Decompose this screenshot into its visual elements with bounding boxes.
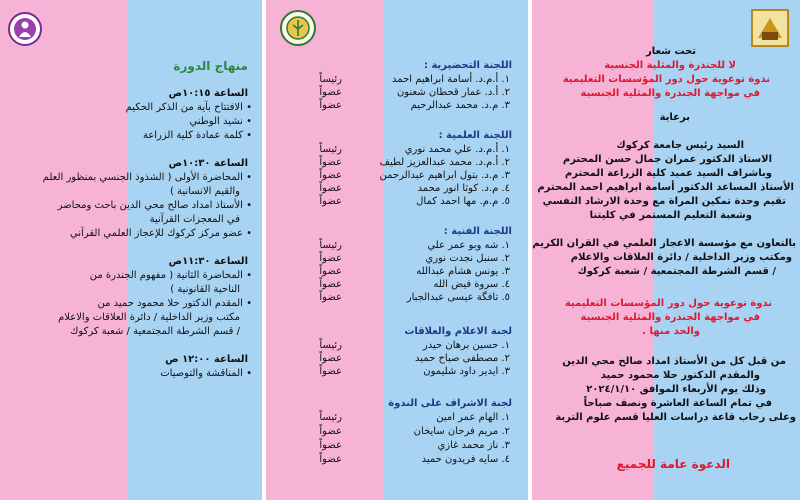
women-empowerment-logo-icon — [8, 12, 42, 46]
member-name: ٣. ناز محمد غازي — [437, 440, 510, 451]
committee-title: اللجنة التحضيرية : — [423, 60, 512, 71]
sponsor-line: تقيم وحدة تمكين المراة مع وحدة الارشاد النفسي — [542, 196, 786, 207]
member-name: ٣. م.د. بتول ابراهيم عبدالرحمن — [379, 170, 510, 181]
member-role: عضواً — [319, 253, 342, 264]
details-line: وعلى رحاب قاعة دراسات العليا قسم علوم التربة — [555, 412, 796, 423]
member-role: رئيساً — [319, 144, 342, 155]
under-slogan: تحت شعار — [645, 46, 696, 57]
member-role: رئيساً — [319, 412, 342, 423]
program-item: والقيم الانسانية ) — [169, 186, 240, 197]
member-name: ١. أ.م.د. علي محمد نوري — [404, 144, 510, 155]
member-role: عضواً — [319, 366, 342, 377]
member-role: عضواً — [319, 353, 342, 364]
program-item: في المعجزات القرآنية — [149, 214, 240, 225]
patronage-label: برعاية — [659, 112, 690, 123]
program-item: • المقدم الدكتور حلا محمود حميد من — [97, 298, 252, 309]
program-title: منهاج الدورة — [173, 59, 248, 73]
member-name: ٣. م.د. محمد عبدالرحيم — [410, 100, 510, 111]
sponsor-line: وشعبة التعليم المستمر في كليتنا — [589, 210, 752, 221]
member-role: عضواً — [319, 100, 342, 111]
sponsor-line: ومكتب وزير الداخلية / دائرة العلاقات والاعلام — [570, 252, 792, 263]
invitation: الدعوة عامة للجميع — [616, 457, 730, 471]
member-role: عضواً — [319, 157, 342, 168]
member-role: عضواً — [319, 279, 342, 290]
member-name: ١. أ.م.د. أسامة ابراهيم احمد — [392, 74, 510, 85]
program-item: الناحية القانونية ) — [170, 284, 240, 295]
seminar2-title: والحد منها . — [642, 326, 700, 337]
sponsor-line: السيد رئيس جامعة كركوك — [616, 140, 744, 151]
member-role: رئيساً — [319, 240, 342, 251]
details-line: من قبل كل من الأستاذ امداد صالح محي الدين — [562, 356, 786, 367]
program-item: • الأستاذ امداد صالح محي الدين باحث ومحاضر — [57, 200, 252, 211]
university-logo-icon — [750, 8, 790, 48]
time-block-3: الساعة ١١:٣٠ص — [168, 256, 248, 267]
member-name: ٤. سروة فيض الله — [433, 279, 510, 290]
member-name: ٢. سنبل نجدت نوري — [425, 253, 510, 264]
college-seal-logo-icon — [280, 10, 316, 46]
member-name: ٣. ايدير داود شليمون — [423, 366, 510, 377]
member-role: عضواً — [319, 266, 342, 277]
details-line: والمقدم الدكتور حلا محمود حميد — [600, 370, 760, 381]
sponsor-line: وباشراف السيد عميد كلية الزراعة المحترم — [564, 168, 772, 179]
slogan: لا للجندرة والمثلية الجنسية — [604, 60, 736, 71]
cover-panel — [532, 0, 800, 500]
member-name: ٢. مصطفى صباح حميد — [415, 353, 510, 364]
member-role: عضواً — [319, 183, 342, 194]
program-item: • المحاضرة الثانية ( مفهوم الجندرة من — [89, 270, 252, 281]
member-name: ٥. تافگة عيسى عبدالجبار — [406, 292, 510, 303]
member-role: عضواً — [319, 454, 342, 465]
member-name: ٤. سايه فريدون حميد — [421, 454, 510, 465]
member-role: عضواً — [319, 426, 342, 437]
member-role: عضواً — [319, 170, 342, 181]
member-name: ٥. م.م. مها احمد كمال — [416, 196, 510, 207]
member-name: ٣. يونس هشام عبدالله — [416, 266, 510, 277]
sponsor-line: بالتعاون مع مؤسسة الاعجاز العلمي في القران الكريم — [532, 238, 796, 249]
program-item: • المحاضرة الأولى ( الشذوذ الجنسي بمنظور العلم — [42, 172, 252, 183]
member-name: ١. حسين برهان حيدر — [422, 340, 510, 351]
member-role: عضواً — [319, 87, 342, 98]
committee-title: اللجنة الفنية : — [443, 226, 512, 237]
sponsor-line: الأستاذ المساعد الدكتور أسامة ابراهيم احمد المحترم — [537, 182, 794, 193]
seminar2-title: ندوة توعوية حول دور المؤسسات التعليمية — [564, 298, 772, 309]
program-item: • كلمة عمادة كلية الزراعة — [142, 130, 252, 141]
program-item: • عضو مركز كركوك للإعجاز العلمي القرآني — [69, 228, 252, 239]
program-item: / قسم الشرطة المجتمعية / شعبة كركوك — [70, 326, 240, 337]
committee-title: لجنة الاعلام والعلاقات — [404, 326, 512, 337]
member-role: عضواً — [319, 440, 342, 451]
time-block-2: الساعة ١٠:٣٠ص — [168, 158, 248, 169]
member-role: عضواً — [319, 196, 342, 207]
seminar-title: ندوة توعوية حول دور المؤسسات التعليمية — [562, 74, 770, 85]
program-panel — [0, 0, 262, 500]
member-role: رئيساً — [319, 74, 342, 85]
time-block-1: الساعة ١٠:١٥ص — [168, 88, 248, 99]
program-item: • نشيد الوطني — [189, 116, 252, 127]
details-line: وذلك يوم الأربعاء الموافق ٢٠٢٤/١/١٠ — [586, 384, 766, 395]
member-name: ١. الهام عمر امين — [436, 412, 510, 423]
program-item: مكتب وزير الداخلية / دائرة العلاقات والاعلام — [58, 312, 240, 323]
program-item: • الافتتاح بآية من الذكر الحكيم — [125, 102, 252, 113]
member-name: ٤. م.د. كوثا انور محمد — [417, 183, 510, 194]
member-name: ٢. أ.م.د. محمد عبدالعزيز لطيف — [379, 157, 510, 168]
seminar2-title: في مواجهة الجندرة والمثلية الجنسية — [580, 312, 760, 323]
seminar-title: في مواجهة الجندرة والمثلية الجنسية — [580, 88, 760, 99]
member-name: ٢. أ.د. عمار قحطان شعنون — [396, 87, 510, 98]
sponsor-line: / قسم الشرطة المجتمعية / شعبة كركوك — [577, 266, 776, 277]
committee-title: لجنة الاشراف على الندوة — [388, 398, 512, 409]
sponsor-line: الاستاذ الدكتور عمران جمال حسن المحترم — [562, 154, 772, 165]
member-role: رئيساً — [319, 340, 342, 351]
committees-panel — [266, 0, 528, 500]
time-block-4: الساعة ١٢:٠٠ ص — [165, 354, 248, 365]
details-line: في تمام الساعة العاشرة ونصف صباحاً — [583, 398, 772, 409]
member-role: عضواً — [319, 292, 342, 303]
program-item: • المناقشة والتوصيات — [160, 368, 252, 379]
member-name: ١. شه وبو عمر علي — [427, 240, 510, 251]
member-name: ٢. مريم فرحان سايخان — [413, 426, 510, 437]
committee-title: اللجنة العلمية : — [438, 130, 512, 141]
